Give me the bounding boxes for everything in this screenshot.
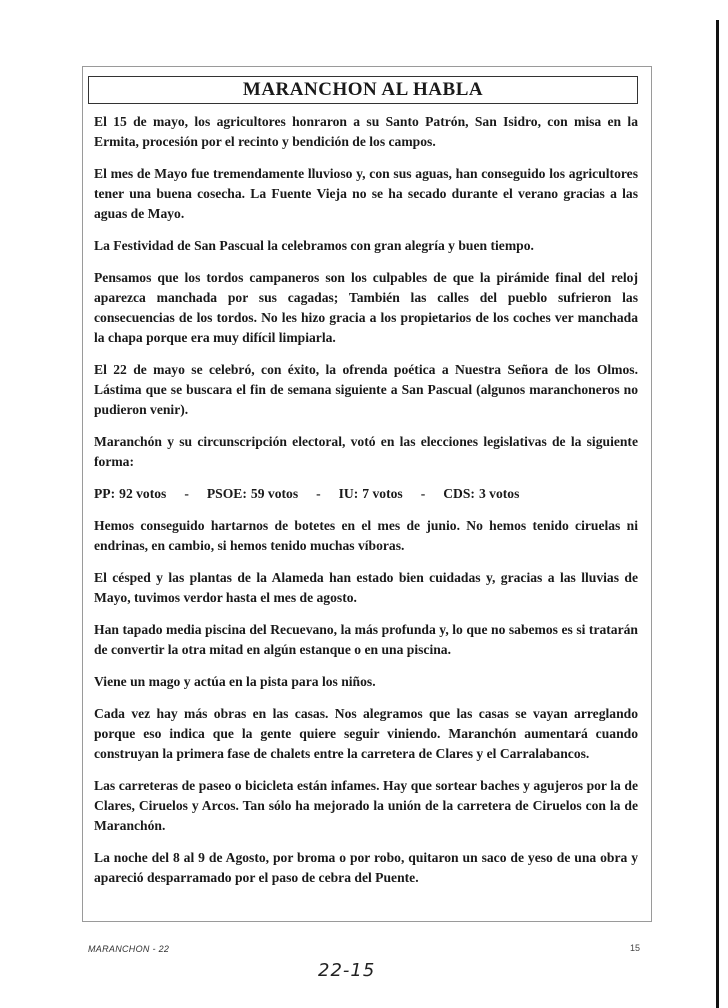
paragraph: La noche del 8 al 9 de Agosto, por broma o por robo, quitaron un saco de yeso de una obra y apareció desparramado por el paso de cebra del Puente.	[94, 850, 638, 885]
paragraph: El 22 de mayo se celebró, con éxito, la ofrenda poética a Nuestra Señora de los Olmos. Lástima que se buscara el fin de semana siguiente a San Pascual (algunos maranchoneros no pudieron venir).	[94, 362, 638, 417]
handwritten-annotation: 22-15	[318, 960, 376, 981]
footer-publication: MARANCHON - 22	[88, 944, 170, 954]
paragraph: Maranchón y su circunscripción electoral, votó en las elecciones legislativas de la siguiente forma:	[94, 434, 638, 469]
vote-separator: -	[184, 486, 189, 501]
paragraph: Viene un mago y actúa en la pista para los niños.	[94, 674, 376, 689]
paragraph: El 15 de mayo, los agricultores honraron a su Santo Patrón, San Isidro, con misa en la Ermita, procesión por el recinto y bendición de los campos.	[94, 114, 638, 149]
page-edge-line	[716, 20, 719, 1008]
page-number: 15	[630, 943, 641, 953]
paragraph: Han tapado media piscina del Recuevano, la más profunda y, lo que no sabemos es si tratarán de convertir la otra mitad en algún estanque o en una piscina.	[94, 622, 638, 657]
paragraph: Hemos conseguido hartarnos de botetes en el mes de junio. No hemos tenido ciruelas ni endrinas, en cambio, si hemos tenido muchas víboras.	[94, 518, 638, 553]
vote-results	[94, 484, 638, 504]
paragraph: Cada vez hay más obras en las casas. Nos alegramos que las casas se vayan arreglando porque eso indica que la gente quiere seguir viniendo. Maranchón aumentará cuando construyan la primera fase de chalets entre la carretera de Clares y el Carralabancos.	[94, 706, 638, 761]
paragraph: El mes de Mayo fue tremendamente lluvioso y, con sus aguas, han conseguido los agricultores tener una buena cosecha. La Fuente Vieja no se ha secado durante el verano gracias a las aguas de Mayo.	[94, 166, 638, 221]
vote-party: PSOE:	[206, 486, 247, 501]
paragraph: La Festividad de San Pascual la celebramos con gran alegría y buen tiempo.	[94, 238, 534, 253]
article-body	[94, 112, 638, 900]
vote-party: IU:	[338, 486, 359, 501]
vote-separator: -	[420, 486, 426, 501]
vote-separator: -	[316, 486, 321, 501]
vote-count: 7 votos	[362, 486, 403, 501]
vote-party: CDS:	[443, 486, 475, 501]
paragraph: Las carreteras de paseo o bicicleta están infames. Hay que sortear baches y agujeros por la de Clares, Ciruelos y Arcos. Tan sólo ha mejorado la unión de la carretera de Ciruelos con la de Maranchón.	[94, 778, 638, 833]
vote-party: PP:	[94, 486, 116, 501]
vote-count: 92 votos	[119, 486, 167, 501]
paragraph: Pensamos que los tordos campaneros son los culpables de que la pirámide final del reloj aparezca manchada por sus cagadas; También las calles del pueblo sufrieron las consecuencias de los tordos. No les hizo gracia a los propietarios de los coches ver manchada la chapa porque era muy difícil limpiarla.	[94, 270, 638, 345]
vote-count: 59 votos	[250, 486, 299, 501]
vote-count: 3 votos	[478, 486, 520, 501]
paragraph: El césped y las plantas de la Alameda han estado bien cuidadas y, gracias a las lluvias de Mayo, tuvimos verdor hasta el mes de agosto.	[94, 570, 638, 605]
article-title: MARANCHON AL HABLA	[88, 76, 638, 104]
